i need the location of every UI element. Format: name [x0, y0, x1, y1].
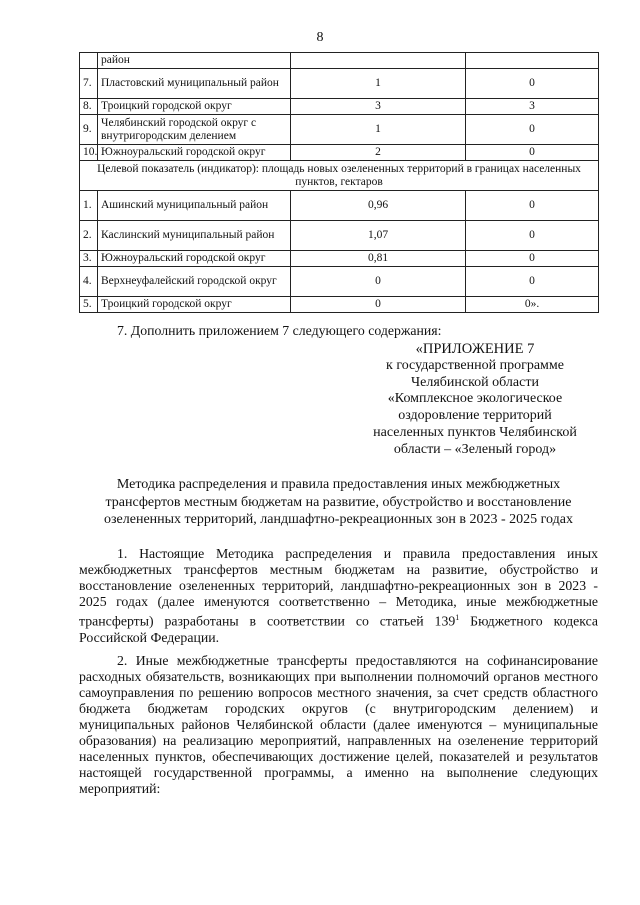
methodology-title	[79, 476, 598, 529]
table-row	[80, 191, 599, 221]
row-number: 5.	[80, 297, 98, 313]
appendix-line: «Комплексное экологическое	[387, 391, 563, 407]
table-row	[80, 221, 599, 251]
paragraph-1-end: Бюджетного кодекса Российской Федерации.	[79, 613, 599, 645]
row-name: Челябинский городской округ с внутригородским делением	[98, 115, 291, 145]
table-section-header	[80, 161, 599, 191]
row-value-1: 1,07	[291, 221, 466, 251]
row-value-1: 0	[291, 297, 466, 313]
row-value-2: 0	[466, 115, 599, 145]
row-value-2: 0	[466, 69, 599, 99]
methodology-title-line: озелененных территорий, ландшафтно-рекреационных зон в 2023 - 2025 годах	[104, 512, 573, 527]
row-value-1: 3	[291, 99, 466, 115]
targets-table	[79, 52, 599, 313]
row-value-1: 1	[291, 69, 466, 99]
appendix-line: Челябинской области	[411, 374, 539, 390]
methodology-title-line: трансфертов местным бюджетам на развитие, обустройство и восстановление	[105, 494, 572, 510]
table-row	[80, 297, 599, 313]
row-name: Верхнеуфалейский городской округ	[98, 267, 291, 297]
row-value-1: 0,96	[291, 191, 466, 221]
row-name: Пластовский муниципальный район	[98, 69, 291, 99]
row-value-2: 0	[466, 267, 599, 297]
item-7-text: 7. Дополнить приложением 7 следующего содержания:	[117, 323, 442, 338]
row-name: Южноуральский городской округ	[98, 145, 291, 161]
row-number: 2.	[80, 221, 98, 251]
row-value-2	[466, 53, 599, 69]
table-row	[80, 115, 599, 145]
row-number: 4.	[80, 267, 98, 297]
table-row	[80, 69, 599, 99]
appendix-line: населенных пунктов Челябинской	[373, 424, 577, 440]
paragraph-1-text: 1. Настоящие Методика распределения и правила предоставления иных межбюджетных трансфертов местным бюджетам на развитие, обустройство и восстановление озелененных территорий, ландшафтно-рекреационных зон в 2023 - 2025 годах (далее именуются соответственно – Методика, иные межбюджетные трансферты) разработаны в соответствии со статьей 139	[79, 546, 598, 629]
row-value-2: 3	[466, 99, 599, 115]
appendix-title: «ПРИЛОЖЕНИЕ 7	[415, 341, 535, 357]
paragraph-2: 2. Иные межбюджетные трансферты предоставляются на софинансирование расходных обязательств, возникающих при выполнении полномочий органов местного самоуправления по решению вопросов местного значения, за счет средств областного бюджета бюджетам городских округов (с внутригородским делением) и муниципальных районов Челябинской области (далее именуются – муниципальные образования) на реализацию мероприятий, направленных на озеленение территорий населенных пунктов, обеспечивающих достижение целей, показателей и результатов настоящей государственной программы, а именно на выполнение следующих мероприятий:	[79, 653, 598, 796]
row-value-1: 1	[291, 115, 466, 145]
methodology-title-line: Методика распределения и правила предоставления иных межбюджетных	[116, 477, 561, 492]
row-name: Южноуральский городской округ	[98, 251, 291, 267]
appendix-line: к государственной программе	[386, 357, 564, 373]
table-row	[80, 53, 599, 69]
row-value-2: 0	[466, 221, 599, 251]
row-value-2: 0	[466, 191, 599, 221]
article-superscript: 1	[455, 613, 460, 622]
row-number: 9.	[80, 115, 98, 145]
row-name: Троицкий городской округ	[98, 297, 291, 313]
row-value-1	[291, 53, 466, 69]
row-number	[80, 53, 98, 69]
table-row	[80, 99, 599, 115]
paragraph-1	[79, 546, 598, 646]
row-value-2: 0	[466, 251, 599, 267]
row-value-1: 0,81	[291, 251, 466, 267]
row-number: 7.	[80, 69, 98, 99]
page-number: 8	[316, 30, 324, 45]
row-value-2: 0	[466, 145, 599, 161]
appendix-line: оздоровление территорий	[398, 408, 552, 424]
row-value-1: 2	[291, 145, 466, 161]
row-name: район	[98, 53, 291, 69]
row-number: 8.	[80, 99, 98, 115]
indicator-header: Целевой показатель (индикатор): площадь новых озелененных территорий в границах населенных пунктов, гектаров	[80, 161, 599, 191]
row-number: 1.	[80, 191, 98, 221]
row-name: Троицкий городской округ	[98, 99, 291, 115]
table-row	[80, 267, 599, 297]
appendix-header	[350, 341, 600, 459]
row-number: 3.	[80, 251, 98, 267]
table-row	[80, 251, 599, 267]
row-value-2: 0».	[466, 297, 599, 313]
row-value-1: 0	[291, 267, 466, 297]
row-name: Каслинский муниципальный район	[98, 221, 291, 251]
row-number: 10.	[80, 145, 98, 161]
appendix-line: области – «Зеленый город»	[393, 441, 557, 457]
row-name: Ашинский муниципальный район	[98, 191, 291, 221]
table-row	[80, 145, 599, 161]
